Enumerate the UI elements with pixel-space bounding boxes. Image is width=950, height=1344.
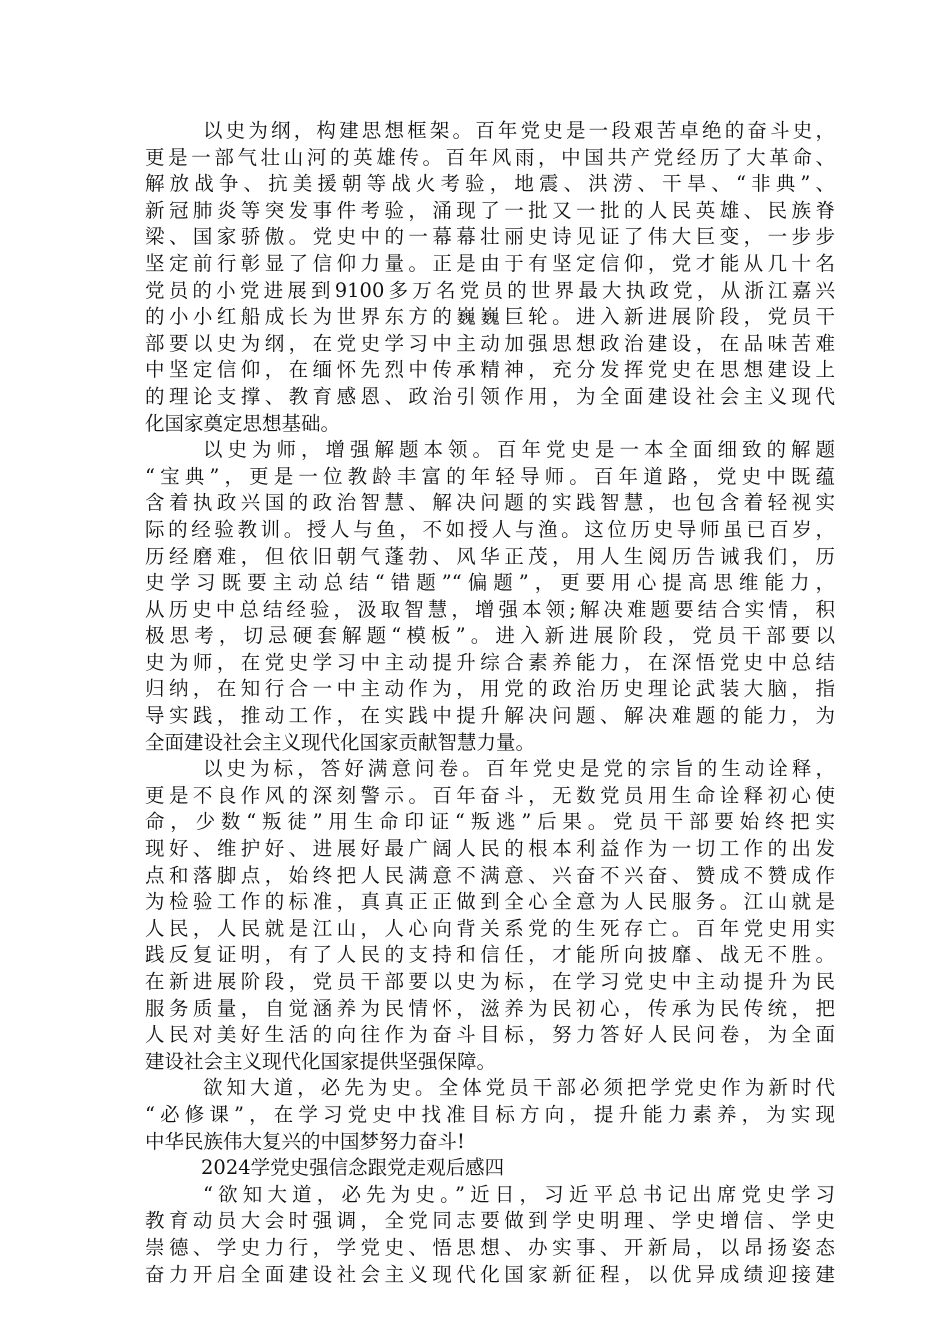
paragraph-line: 从历史中总结经验，汲取智慧，增强本领;解决难题要结合实情，积 — [145, 597, 835, 621]
paragraph-1 — [145, 118, 835, 437]
paragraph-5 — [145, 1182, 835, 1288]
paragraph-line: 人民，人民就是江山，人心向背关系党的生死存亡。百年党史用实 — [145, 916, 835, 940]
paragraph-line: 归纳，在知行合一中主动作为，用党的政治历史理论武装大脑，指 — [145, 677, 835, 701]
paragraph-2 — [145, 437, 835, 756]
paragraph-line: 崇德、学史力行，学党史、悟思想、办实事、开新局，以昂扬姿态 — [145, 1235, 835, 1259]
paragraph-line: “欲知大道，必先为史。”近日，习近平总书记出席党史学习 — [203, 1182, 835, 1206]
paragraph-line: 含着执政兴国的政治智慧、解决问题的实践智慧，也包含着轻视实 — [145, 491, 835, 515]
paragraph-line: 解放战争、抗美援朝等战火考验，地震、洪涝、干旱、“非典”、 — [145, 172, 835, 196]
paragraph-line: 奋力开启全面建设社会主义现代化国家新征程，以优异成绩迎接建 — [145, 1262, 835, 1286]
paragraph-line: 更是一部气壮山河的英雄传。百年风雨，中国共产党经历了大革命、 — [145, 145, 835, 169]
paragraph-line: 更是不良作风的深刻警示。百年奋斗，无数党员用生命诠释初心使 — [145, 783, 835, 807]
section-title-text: 2024学党史强信念跟党走观后感四 — [201, 1156, 505, 1180]
paragraph-line: 为检验工作的标准，真真正正做到全心全意为人民服务。江山就是 — [145, 890, 835, 914]
paragraph-line: 建设社会主义现代化国家提供坚强保障。 — [145, 1049, 497, 1073]
paragraph-line: 史学习既要主动总结“错题”“偏题”，更要用心提高思维能力， — [145, 571, 835, 595]
paragraph-line: 新冠肺炎等突发事件考验，涌现了一批又一批的人民英雄、民族脊 — [145, 198, 835, 222]
paragraph-line: “宝典”，更是一位教龄丰富的年轻导师。百年道路，党史中既蕴 — [145, 464, 835, 488]
paragraph-line: 点和落脚点，始终把人民满意不满意、兴奋不兴奋、赞成不赞成作 — [145, 863, 835, 887]
paragraph-line: 导实践，推动工作，在实践中提升解决问题、解决难题的能力，为 — [145, 704, 835, 728]
paragraph-line: 中坚定信仰，在缅怀先烈中传承精神，充分发挥党史在思想建设上 — [145, 358, 835, 382]
paragraph-line: 际的经验教训。授人与鱼，不如授人与渔。这位历史导师虽已百岁， — [145, 517, 835, 541]
paragraph-line: 的理论支撑、教育感恩、政治引领作用，为全面建设社会主义现代 — [145, 384, 835, 408]
paragraph-line: 人民对美好生活的向往作为奋斗目标，努力答好人民问卷，为全面 — [145, 1023, 835, 1047]
section-title — [145, 1155, 835, 1182]
paragraph-line: 全面建设社会主义现代化国家贡献智慧力量。 — [145, 730, 536, 754]
paragraph-line: “必修课”，在学习党史中找准目标方向，提升能力素养，为实现 — [145, 1102, 835, 1126]
paragraph-line: 以史为标，答好满意问卷。百年党史是党的宗旨的生动诠释， — [203, 757, 835, 781]
paragraph-line: 以史为师，增强解题本领。百年党史是一本全面细致的解题 — [203, 438, 835, 462]
paragraph-line: 极思考，切忌硬套解题“模板”。进入新进展阶段，党员干部要以 — [145, 624, 835, 648]
paragraph-line: 以史为纲，构建思想框架。百年党史是一段艰苦卓绝的奋斗史， — [203, 119, 835, 142]
paragraph-line: 命，少数“叛徒”用生命印证“叛逃”后果。党员干部要始终把实 — [145, 810, 835, 834]
paragraph-line: 的小小红船成长为世界东方的巍巍巨轮。进入新进展阶段，党员干 — [145, 305, 835, 329]
document-body — [145, 118, 835, 1288]
paragraph-line: 史为师，在党史学习中主动提升综合素养能力，在深悟党史中总结 — [145, 650, 835, 674]
paragraph-4 — [145, 1075, 835, 1155]
paragraph-line: 历经磨难，但依旧朝气蓬勃、风华正茂，用人生阅历告诫我们，历 — [145, 544, 835, 568]
paragraph-line: 坚定前行彰显了信仰力量。正是由于有坚定信仰，党才能从几十名 — [145, 251, 835, 275]
paragraph-line: 梁、国家骄傲。党史中的一幕幕壮丽史诗见证了伟大巨变，一步步 — [145, 225, 835, 249]
paragraph-line: 服务质量，自觉涵养为民情怀，滋养为民初心，传承为民传统，把 — [145, 996, 835, 1020]
paragraph-line: 欲知大道，必先为史。全体党员干部必须把学党史作为新时代 — [203, 1076, 835, 1100]
paragraph-line: 践反复证明，有了人民的支持和信任，才能所向披靡、战无不胜。 — [145, 943, 835, 967]
paragraph-line: 教育动员大会时强调，全党同志要做到学史明理、学史增信、学史 — [145, 1209, 835, 1233]
paragraph-line: 部要以史为纲，在党史学习中主动加强思想政治建设，在品味苦难 — [145, 331, 835, 355]
paragraph-line: 现好、维护好、进展好最广阔人民的根本利益作为一切工作的出发 — [145, 837, 835, 861]
paragraph-line: 在新进展阶段，党员干部要以史为标，在学习党史中主动提升为民 — [145, 970, 835, 993]
paragraph-line: 党员的小党进展到9100多万名党员的世界最大执政党，从浙江嘉兴 — [145, 278, 835, 302]
paragraph-3 — [145, 756, 835, 1075]
paragraph-line: 化国家奠定思想基础。 — [145, 411, 341, 435]
paragraph-line: 中华民族伟大复兴的中国梦努力奋斗! — [145, 1129, 465, 1153]
